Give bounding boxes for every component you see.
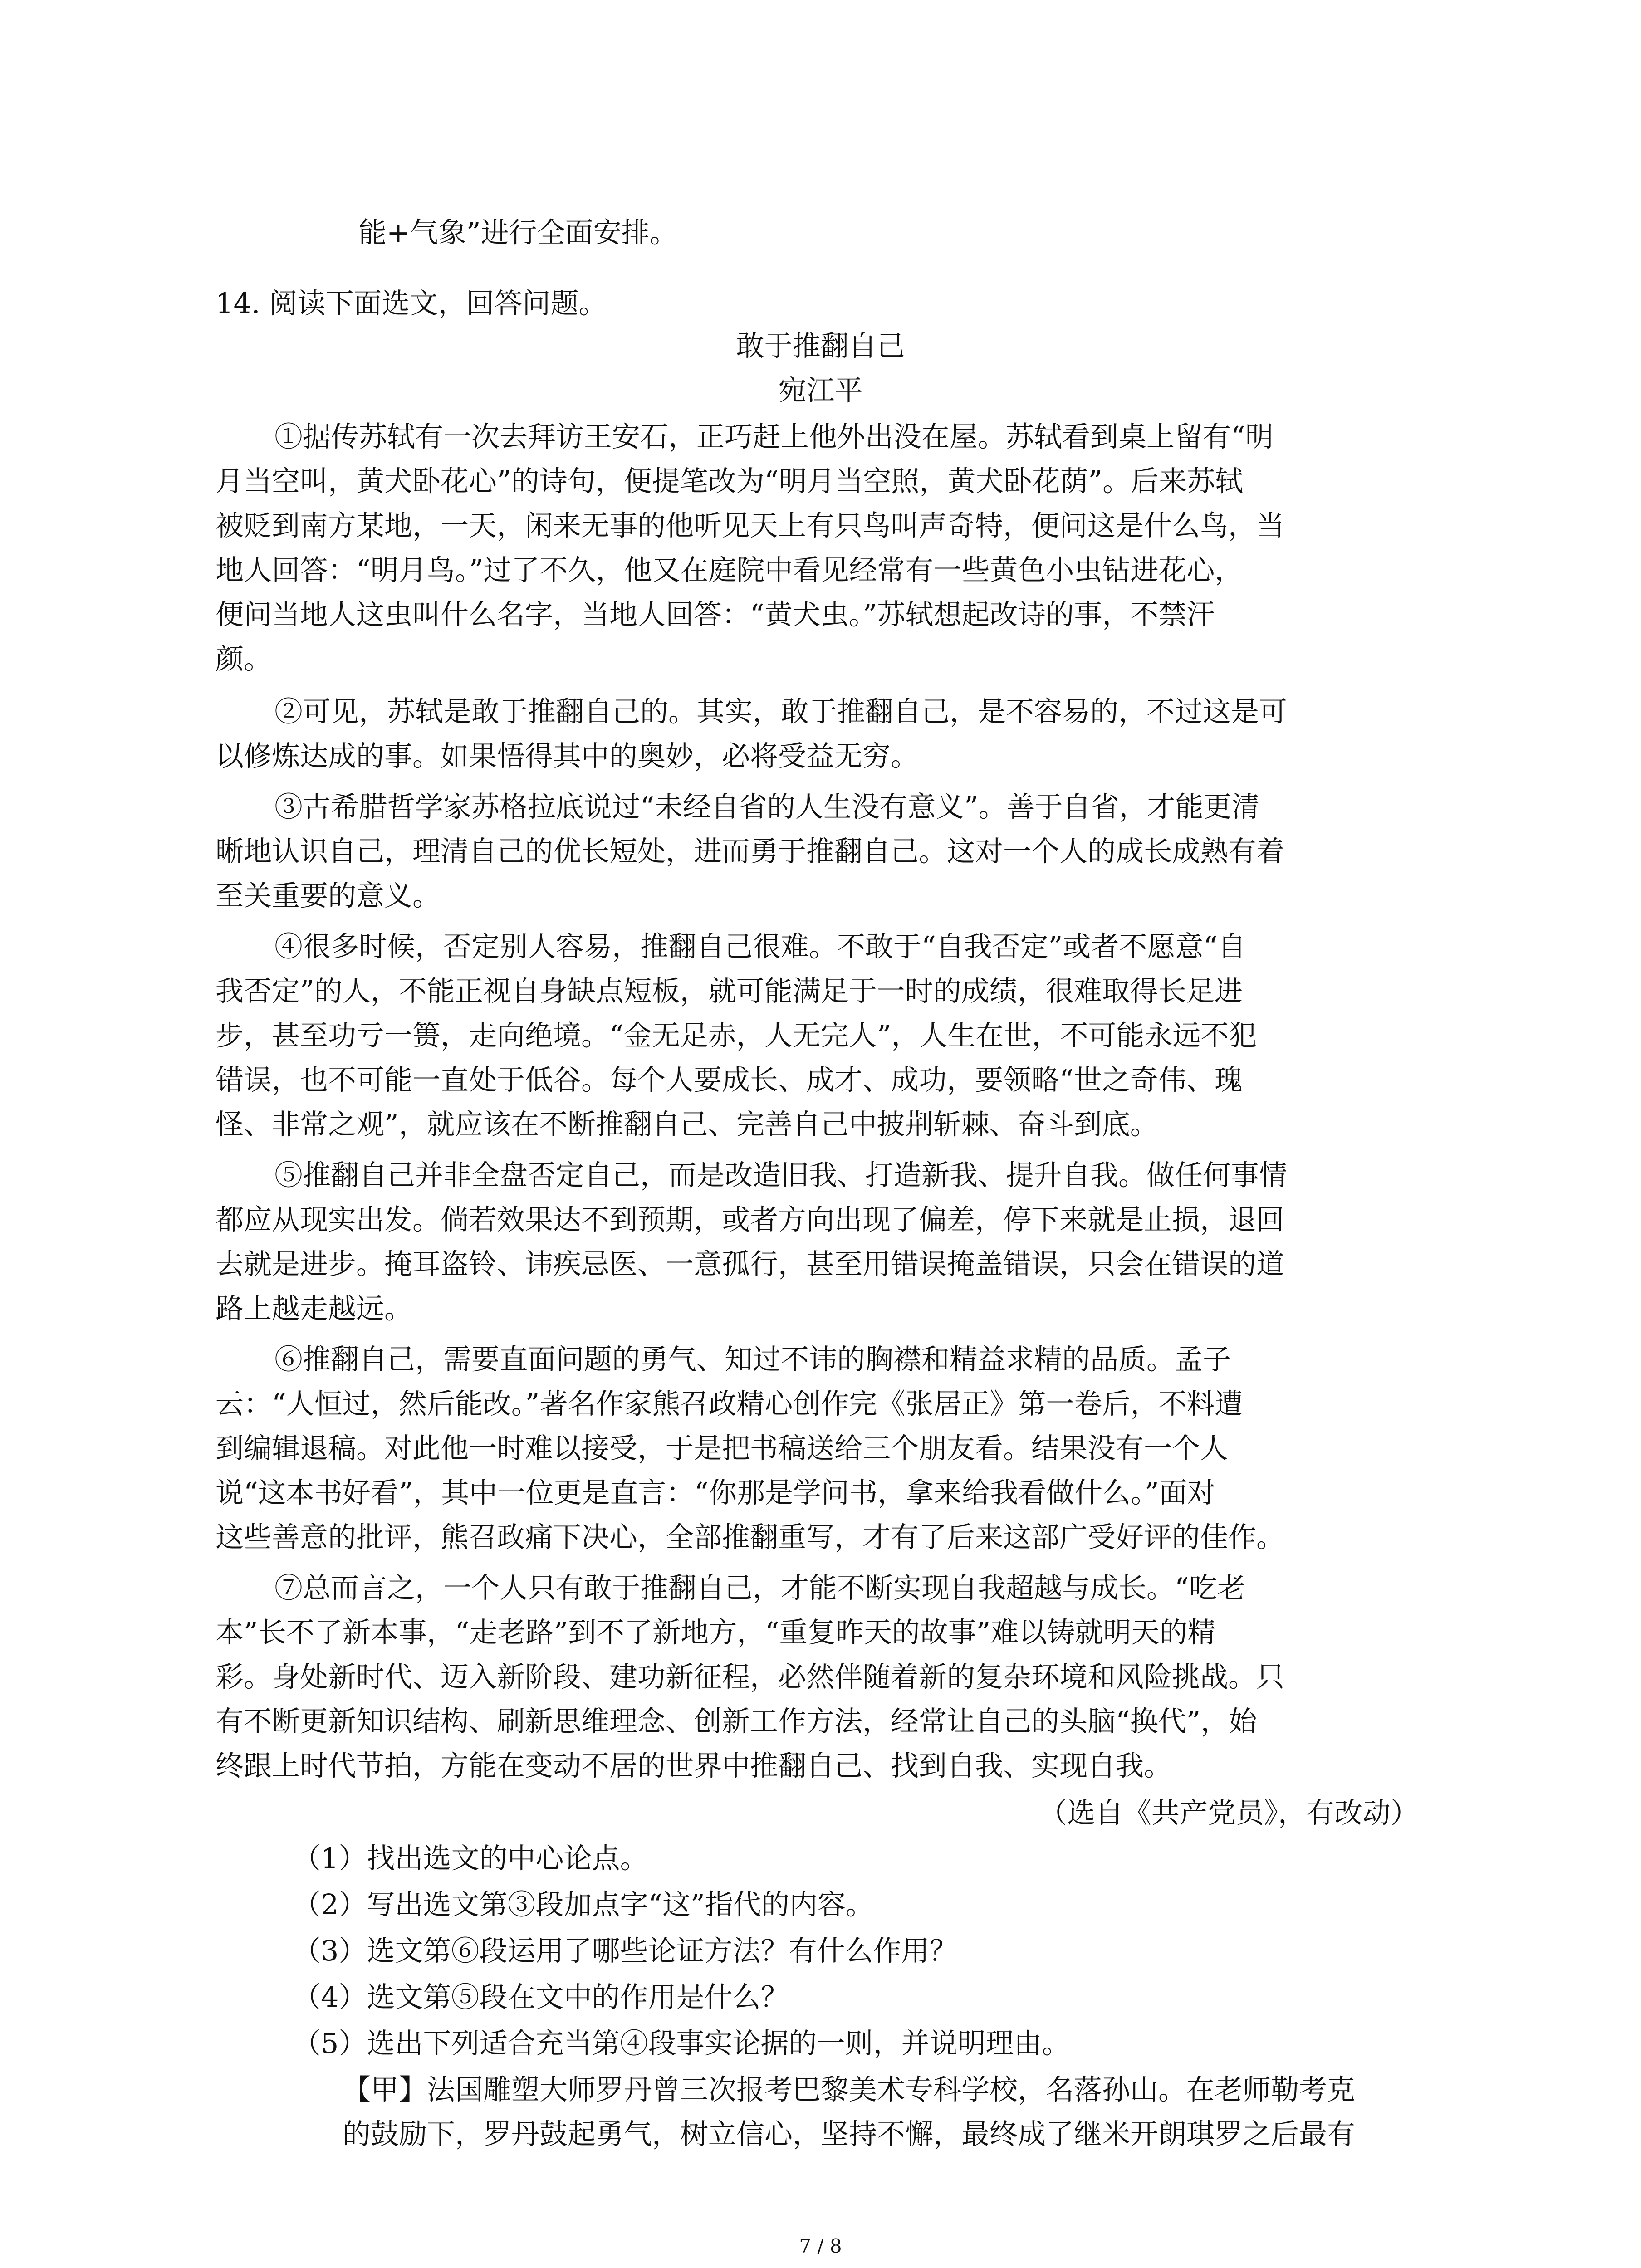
article-line: 地人回答：“明月鸟。”过了不久，他又在庭院中看见经常有一些黄色小虫钻进花心， — [216, 553, 1243, 587]
article-line: 被贬到南方某地，一天，闲来无事的他听见天上有只鸟叫声奇特，便问这是什么鸟，当 — [216, 509, 1285, 542]
article-line: ③古希腊哲学家苏格拉底说过“未经自省的人生没有意义”。善于自省，才能更清 — [274, 790, 1260, 823]
article-line: ④很多时候，否定别人容易，推翻自己很难。不敢于“自我否定”或者不愿意“自 — [274, 930, 1246, 963]
article-line: ⑥推翻自己，需要直面问题的勇气、知过不讳的胸襟和精益求精的品质。孟子 — [274, 1343, 1231, 1376]
sub-question-4: （4）选文第⑤段在文中的作用是什么？ — [293, 1980, 789, 2014]
article-line: 这些善意的批评，熊召政痛下决心，全部推翻重写，才有了后来这部广受好评的佳作。 — [216, 1520, 1285, 1554]
sub-question-5: （5）选出下列适合充当第④段事实论据的一则，并说明理由。 — [293, 2027, 1070, 2060]
article-line: 路上越走越远。 — [216, 1292, 413, 1325]
article-line: ①据传苏轼有一次去拜访王安石，正巧赶上他外出没在屋。苏轼看到桌上留有“明 — [274, 420, 1274, 453]
article-line: 到编辑退稿。对此他一时难以接受，于是把书稿送给三个朋友看。结果没有一个人 — [216, 1432, 1229, 1465]
article-line: 终跟上时代节拍，方能在变动不居的世界中推翻自己、找到自我、实现自我。 — [216, 1749, 1172, 1782]
article-line: 颜。 — [216, 642, 272, 675]
article-line: 我否定”的人，不能正视自身缺点短板，就可能满足于一时的成绩，很难取得长足进 — [216, 974, 1243, 1007]
article-line: ②可见，苏轼是敢于推翻自己的。其实，敢于推翻自己，是不容易的，不过这是可 — [274, 695, 1288, 728]
option-jia-line: 的鼓励下，罗丹鼓起勇气，树立信心，坚持不懈，最终成了继米开朗琪罗之后最有 — [343, 2117, 1356, 2151]
article-line: 以修炼达成的事。如果悟得其中的奥妙，必将受益无穷。 — [216, 739, 919, 772]
article-line: 便问当地人这虫叫什么名字，当地人回答：“黄犬虫。”苏轼想起改诗的事，不禁汗 — [216, 598, 1215, 631]
article-line: 有不断更新知识结构、刷新思维理念、创新工作方法，经常让自己的头脑“换代”，始 — [216, 1705, 1257, 1738]
question-number: 14. — [216, 287, 260, 320]
article-line: 本”长不了新本事，“走老路”到不了新地方，“重复昨天的故事”难以铸就明天的精 — [216, 1616, 1216, 1649]
continuation-line: 能+气象”进行全面安排。 — [358, 216, 678, 249]
question-prompt: 阅读下面选文，回答问题。 — [269, 287, 607, 320]
article-line: ⑤推翻自己并非全盘否定自己，而是改造旧我、打造新我、提升自我。做任何事情 — [274, 1158, 1288, 1192]
article-line: 云：“人恒过，然后能改。”著名作家熊召政精心创作完《张居正》第一卷后，不料遭 — [216, 1387, 1243, 1420]
article-line: 怪、非常之观”，就应该在不断推翻自己、完善自己中披荆斩棘、奋斗到底。 — [216, 1108, 1158, 1141]
article-title: 敢于推翻自己 — [736, 329, 905, 362]
article-author: 宛江平 — [778, 374, 863, 407]
article-line: ⑦总而言之，一个人只有敢于推翻自己，才能不断实现自我超越与成长。“吃老 — [274, 1571, 1245, 1604]
article-line: 彩。身处新时代、迈入新阶段、建功新征程，必然伴随着新的复杂环境和风险挑战。只 — [216, 1660, 1285, 1693]
article-line: 都应从现实出发。倘若效果达不到预期，或者方向出现了偏差，停下来就是止损，退回 — [216, 1203, 1285, 1236]
article-line: 去就是进步。掩耳盗铃、讳疾忌医、一意孤行，甚至用错误掩盖错误，只会在错误的道 — [216, 1247, 1285, 1281]
article-source: （选自《共产党员》，有改动） — [1038, 1796, 1419, 1829]
article-line: 说“这本书好看”，其中一位更是直言：“你那是学问书，拿来给我看做什么。”面对 — [216, 1476, 1215, 1509]
sub-question-2: （2）写出选文第③段加点字“这”指代的内容。 — [293, 1888, 874, 1921]
article-line: 月当空叫，黄犬卧花心”的诗句，便提笔改为“明月当空照，黄犬卧花荫”。后来苏轼 — [216, 464, 1244, 498]
sub-question-3: （3）选文第⑥段运用了哪些论证方法？有什么作用？ — [293, 1934, 958, 1967]
article-line: 至关重要的意义。 — [216, 879, 441, 912]
article-line: 错误，也不可能一直处于低谷。每个人要成长、成才、成功，要领略“世之奇伟、瑰 — [216, 1063, 1243, 1096]
option-jia-line: 【甲】法国雕塑大师罗丹曾三次报考巴黎美术专科学校，名落孙山。在老师勒考克 — [343, 2073, 1356, 2106]
question-14 — [216, 286, 607, 321]
sub-question-1: （1）找出选文的中心论点。 — [293, 1842, 648, 1875]
article-line: 步，甚至功亏一篑，走向绝境。“金无足赤，人无完人”，人生在世，不可能永远不犯 — [216, 1019, 1257, 1052]
article-line: 晰地认识自己，理清自己的优长短处，进而勇于推翻自己。这对一个人的成长成熟有着 — [216, 835, 1285, 868]
page-number: 7 / 8 — [799, 2235, 842, 2257]
